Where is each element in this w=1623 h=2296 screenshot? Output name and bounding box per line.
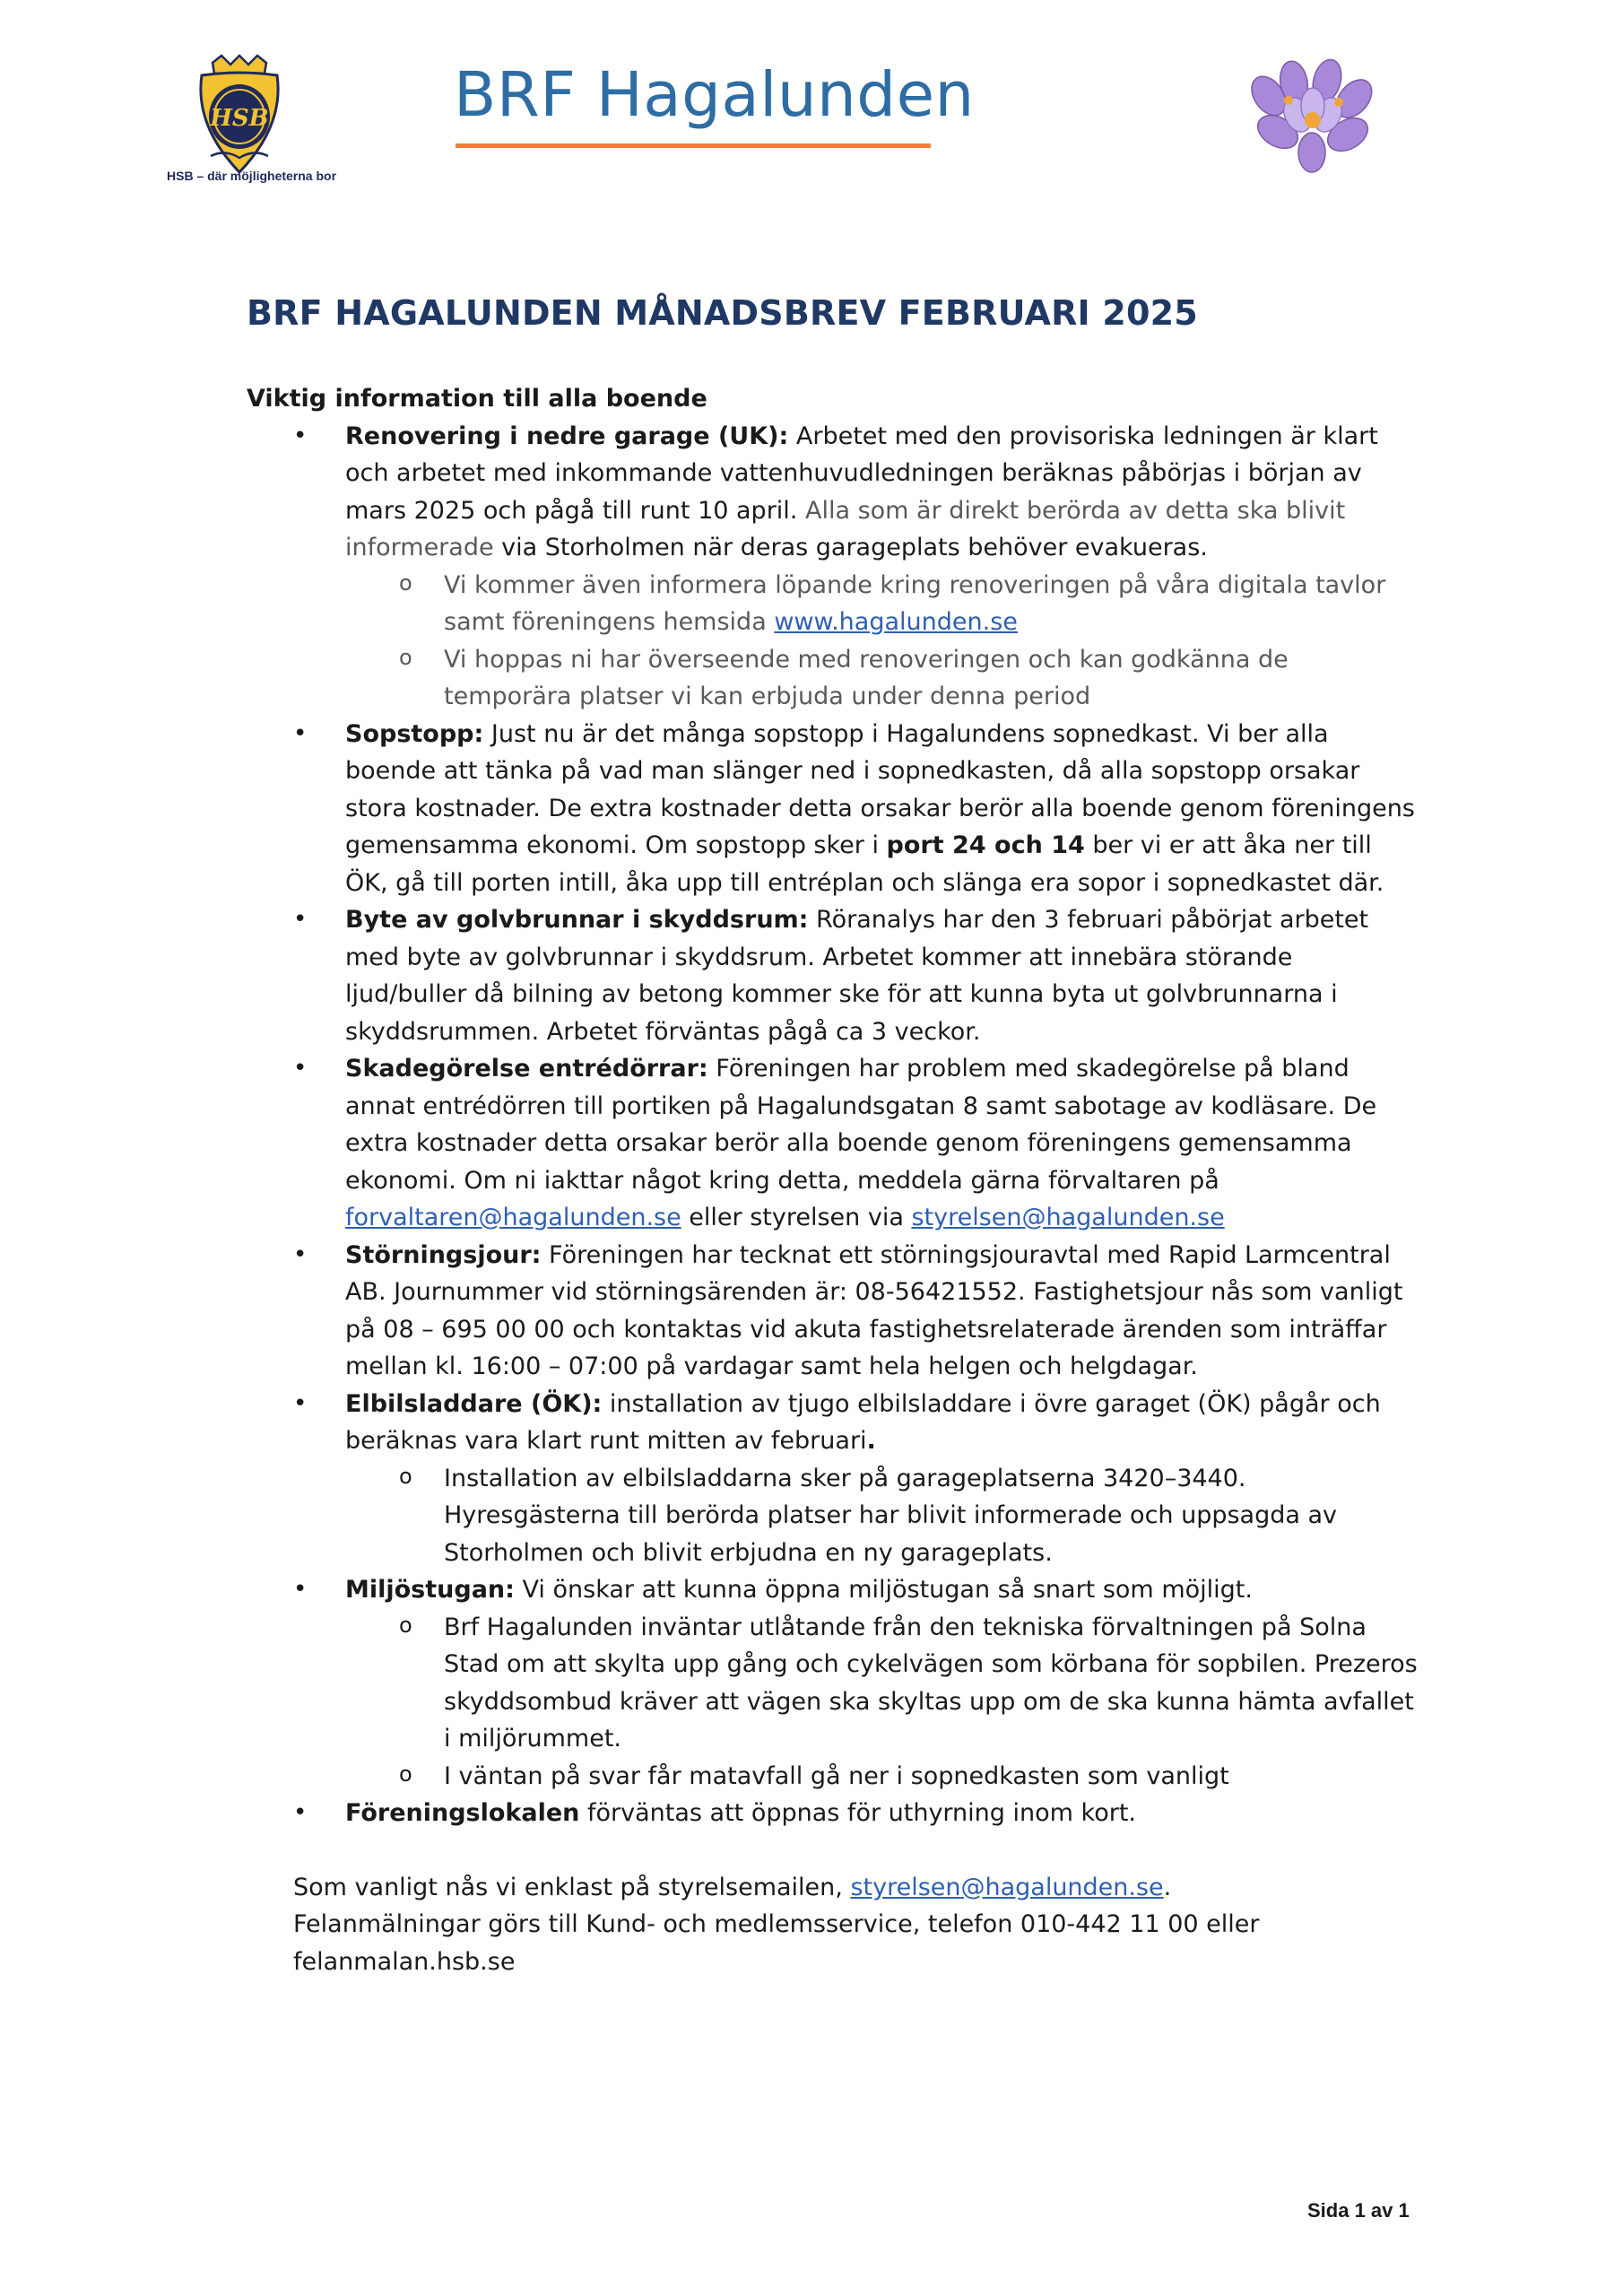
list-item-elbilsladdare: [247, 1386, 1421, 1572]
newsletter-title: BRF HAGALUNDEN MÅNADSBREV FEBRUARI 2025: [247, 293, 1198, 333]
sub-list: [345, 1609, 1421, 1796]
email-link-styrelsen[interactable]: styrelsen@hagalunden.se: [911, 1204, 1225, 1231]
list-item-miljostugan: [247, 1571, 1421, 1795]
contact-footer: [247, 1869, 1421, 1981]
bullet-icon: •: [293, 719, 308, 747]
sub-item-text: I väntan på svar får matavfall gå ner i sopnedkasten som vanligt: [444, 1761, 1229, 1790]
list-item-golvbrunnar: [247, 901, 1421, 1050]
sub-bullet-icon: o: [399, 644, 412, 670]
brand-underline: [456, 144, 931, 148]
sub-list-item: [345, 1609, 1421, 1758]
bullet-icon: •: [293, 1055, 308, 1082]
item-text-bold: port 24 och 14: [886, 831, 1085, 859]
item-text-bold: .: [866, 1427, 876, 1455]
item-label: Renovering i nedre garage (UK):: [345, 422, 789, 450]
item-label: Byte av golvbrunnar i skyddsrum:: [345, 906, 809, 934]
item-text: ber vi er att åka ner till ÖK, gå till porten intill, åka upp till entréplan och slänga era sopor i sopnedkastet där.: [345, 831, 1384, 897]
sub-item-text: Installation av elbilsladdarna sker på garageplatserna 3420–3440. Hyresgästerna till berörda platser har blivit informerade och uppsagda av Storholmen och blivit erbjudna en ny garageplats.: [444, 1464, 1338, 1567]
sub-item-text: Vi hoppas ni har överseende med renoveringen och kan godkänna de temporära platser vi kan erbjuda under denna period: [444, 645, 1289, 710]
contact-line: [293, 1869, 1421, 1907]
item-text: installation av tjugo elbilsladdare i övre garaget (ÖK) pågår och beräknas vara klart runt mitten av februari: [345, 1389, 1381, 1455]
sub-bullet-icon: o: [399, 1761, 412, 1787]
sub-list-item: [345, 1758, 1421, 1796]
item-text: eller styrelsen via: [681, 1204, 912, 1231]
item-label: Miljöstugan:: [345, 1576, 515, 1604]
list-item-storningsjour: [247, 1237, 1421, 1386]
item-label: Störningsjour:: [345, 1240, 542, 1269]
email-link-styrelsen-footer[interactable]: styrelsen@hagalunden.se: [850, 1873, 1164, 1901]
sub-list: [345, 1460, 1421, 1572]
item-text: Föreningen har tecknat ett störningsjouravtal med Rapid Larmcentral AB. Journummer vid störningsärenden är: 08-56421552. Fastighetsjour nås som vanligt på 08 – 695 00 00 och kontaktas vid akuta fastighetsrelaterade ärenden som inträffar mellan kl. 16:00 – 07:00 på vardagar samt hela helgen och helgdagar.: [345, 1240, 1403, 1380]
sub-item-text: Vi kommer även informera löpande kring renoveringen på våra digitala tavlor samt föreningens hemsida: [444, 570, 1386, 636]
fault-report-line: Felanmälningar görs till Kund- och medlemsservice, telefon 010-442 11 00 eller felanmalan.hsb.se: [293, 1910, 1260, 1976]
bullet-icon: •: [293, 1576, 308, 1603]
sub-bullet-icon: o: [399, 1612, 412, 1638]
list-item-renovation: [247, 418, 1421, 716]
sub-list: [345, 567, 1421, 716]
sub-list-item: [345, 567, 1421, 641]
website-link[interactable]: www.hagalunden.se: [774, 608, 1018, 636]
hsb-logo-text: HSB: [210, 105, 269, 132]
email-link-forvaltaren[interactable]: forvaltaren@hagalunden.se: [345, 1204, 681, 1231]
sub-list-item: [345, 1460, 1421, 1572]
hsb-tagline: HSB – där möjligheterna bor: [167, 169, 337, 183]
crocus-flowers-icon: [1242, 56, 1381, 177]
page-number: Sida 1 av 1: [1307, 2199, 1410, 2222]
sub-list-item: [345, 641, 1421, 716]
contact-text: Som vanligt nås vi enklast på styrelsemailen,: [293, 1873, 851, 1901]
item-text: via Storholmen när deras garageplats behöver evakueras.: [493, 534, 1208, 561]
bullet-icon: •: [293, 1240, 308, 1268]
item-text: Arbetet med den provisoriska ledningen är klart och arbetet med inkommande vattenhuvudledningen beräknas påbörjas i början av mars 2025 och pågå till runt 10 april.: [345, 422, 1378, 525]
item-text: Föreningen har problem med skadegörelse på bland annat entrédörren till portiken på Hagalundsgatan 8 samt sabotage av kodläsare. De extra kostnader detta orsakar berör alla boende genom föreningens gemensamma ekonomi. Om ni iakttar något kring detta, meddela gärna förvaltaren på: [345, 1055, 1377, 1195]
sub-bullet-icon: o: [399, 1463, 412, 1489]
sub-bullet-icon: o: [399, 570, 412, 596]
item-text-grey: Alla som är direkt berörda av detta ska blivit informerade: [345, 496, 1346, 561]
item-text: Vi önskar att kunna öppna miljöstugan så snart som möjligt.: [514, 1576, 1253, 1604]
item-label: Elbilsladdare (ÖK):: [345, 1389, 603, 1418]
brand-name: BRF Hagalunden: [454, 59, 975, 131]
sub-item-text: Brf Hagalunden inväntar utlåtande från den tekniska förvaltningen på Solna Stad om att skylta upp gång och cykelvägen som körbana för sopbilen. Prezeros skyddsombud kräver att vägen ska skyltas upp om de ska kunna hämta avfallet i miljörummet.: [444, 1613, 1418, 1752]
item-text: förväntas att öppnas för uthyrning inom kort.: [579, 1799, 1136, 1827]
item-text: Röranalys har den 3 februari påbörjat arbetet med byte av golvbrunnar i skyddsrum. Arbetet kommer att innebära störande ljud/buller då bilning av betong kommer ske för att kunna byta ut golvbrunnarna i skyddsrummen. Arbetet förväntas pågå ca 3 veckor.: [345, 906, 1369, 1046]
bullet-icon: •: [293, 1389, 308, 1417]
bullet-icon: •: [293, 422, 308, 449]
item-label: Föreningslokalen: [345, 1799, 580, 1827]
item-text: Just nu är det många sopstopp i Hagalundens sopnedkast. Vi ber alla boende att tänka på vad man slänger ned i sopnedkasten, då alla sopstopp orsakar stora kostnader. De extra kostnader detta orsakar berör alla boende genom föreningens gemensamma ekonomi. Om sopstopp sker i: [345, 719, 1415, 859]
list-item-sopstopp: [247, 716, 1421, 902]
info-list: [247, 418, 1421, 1832]
bullet-icon: •: [293, 1799, 308, 1826]
list-item-skadegorelse: [247, 1050, 1421, 1237]
section-heading: Viktig information till alla boende: [247, 385, 707, 413]
item-label: Skadegörelse entrédörrar:: [345, 1055, 708, 1083]
list-item-foreningslokalen: [247, 1795, 1421, 1832]
bullet-icon: •: [293, 906, 308, 933]
newsletter-body: [247, 380, 1421, 1980]
item-label: Sopstopp:: [345, 719, 484, 748]
contact-text-end: .: [1163, 1873, 1172, 1901]
